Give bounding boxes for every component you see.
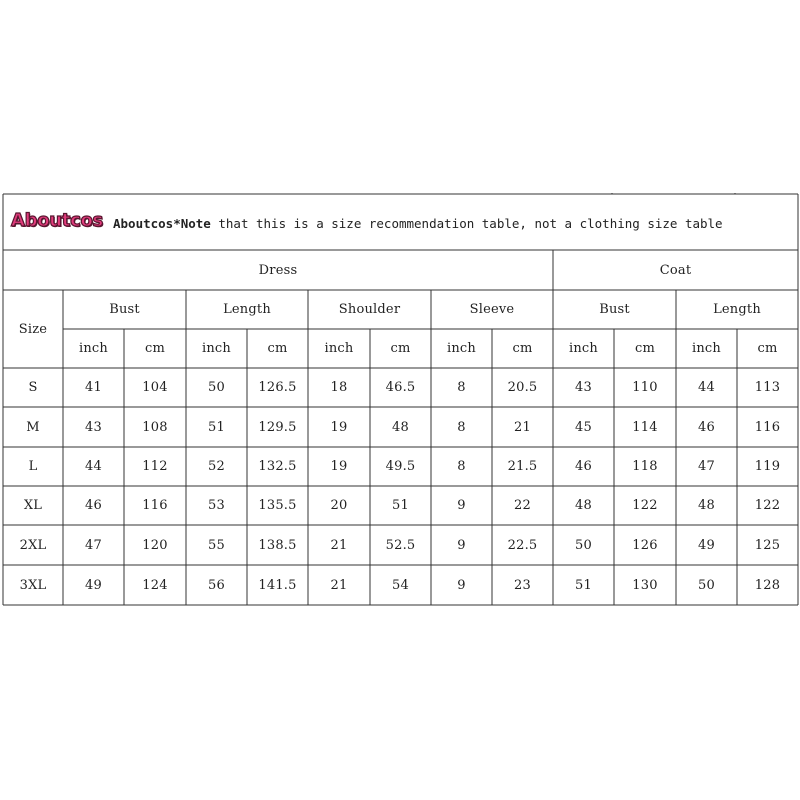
value-cell: 125 (754, 537, 781, 553)
size-note (113, 216, 723, 231)
size-cell: 3XL (19, 577, 47, 593)
value-cell: 21 (330, 537, 348, 553)
value-cell: 120 (142, 537, 168, 553)
unit-header-cm: cm (512, 341, 533, 356)
unit-header-cm: cm (144, 341, 165, 356)
size-cell: 2XL (19, 537, 47, 553)
value-cell: 51 (575, 577, 592, 593)
size-cell: XL (23, 498, 43, 513)
value-cell: 20.5 (507, 380, 538, 395)
value-cell: 138.5 (258, 537, 297, 553)
value-cell: 53 (208, 498, 225, 513)
value-cell: 50 (575, 537, 592, 553)
value-cell: 19 (330, 459, 348, 474)
size-note-body: that this is a size recommendation table, not a clothing size table (210, 216, 723, 231)
value-cell: 45 (575, 419, 592, 435)
value-cell: 22.5 (507, 537, 538, 553)
brand-logo: Aboutcos (11, 209, 103, 231)
value-cell: 41 (85, 380, 102, 395)
value-cell: 56 (208, 577, 225, 593)
unit-header-inch: inch (324, 341, 354, 356)
unit-header-inch: inch (447, 341, 476, 356)
unit-header-cm: cm (634, 341, 655, 356)
value-cell: 8 (457, 419, 466, 435)
value-cell: 132.5 (258, 459, 297, 474)
value-cell: 51 (392, 498, 409, 513)
value-cell: 124 (142, 577, 168, 593)
value-cell: 119 (754, 459, 781, 474)
value-cell: 21.5 (507, 459, 538, 474)
value-cell: 129.5 (258, 419, 297, 435)
value-cell: 55 (208, 537, 225, 553)
value-cell: 20 (330, 498, 348, 513)
value-cell: 47 (698, 459, 715, 474)
value-cell: 9 (457, 537, 466, 553)
unit-header-inch: inch (202, 341, 231, 356)
value-cell: 9 (457, 498, 466, 513)
value-cell: 47 (85, 537, 102, 553)
table-header-note-row (3, 194, 798, 250)
value-cell: 52.5 (385, 537, 416, 553)
measure-header-coat-length: Length (713, 302, 761, 317)
value-cell: 21 (514, 419, 531, 435)
group-header-coat: Coat (659, 262, 692, 278)
value-cell: 118 (632, 459, 658, 474)
measure-header-coat-bust: Bust (599, 302, 630, 317)
value-cell: 51 (208, 419, 225, 435)
value-cell: 44 (85, 459, 102, 474)
value-cell: 52 (208, 459, 225, 474)
value-cell: 128 (754, 577, 781, 593)
unit-header-inch: inch (79, 341, 108, 356)
value-cell: 46 (85, 498, 102, 513)
value-cell: 8 (457, 459, 466, 474)
unit-header-cm: cm (757, 341, 778, 356)
measure-header-dress-length: Length (223, 302, 271, 317)
value-cell: 116 (142, 498, 168, 513)
value-cell: 54 (392, 577, 409, 593)
measure-header-dress-shoulder: Shoulder (338, 302, 401, 317)
size-cell: M (26, 419, 40, 435)
value-cell: 43 (575, 380, 592, 395)
value-cell: 49.5 (385, 459, 416, 474)
size-cell: L (28, 459, 38, 474)
value-cell: 122 (754, 498, 781, 513)
value-cell: 122 (632, 498, 658, 513)
size-table (0, 193, 800, 606)
value-cell: 23 (514, 577, 531, 593)
value-cell: 114 (632, 419, 658, 435)
value-cell: 50 (208, 380, 225, 395)
value-cell: 112 (142, 459, 168, 474)
value-cell: 19 (330, 419, 348, 435)
value-cell: 21 (330, 577, 348, 593)
value-cell: 126 (632, 537, 658, 553)
value-cell: 22 (514, 498, 531, 513)
unit-header-inch: inch (569, 341, 598, 356)
unit-header-cm: cm (267, 341, 288, 356)
value-cell: 18 (330, 380, 348, 395)
measure-header-dress-sleeve: Sleeve (469, 302, 515, 317)
value-cell: 49 (85, 577, 102, 593)
value-cell: 113 (754, 380, 781, 395)
value-cell: 50 (698, 577, 715, 593)
value-cell: 43 (85, 419, 102, 435)
value-cell: 46 (698, 419, 715, 435)
value-cell: 49 (698, 537, 715, 553)
value-cell: 130 (632, 577, 658, 593)
value-cell: 135.5 (258, 498, 297, 513)
value-cell: 48 (392, 419, 409, 435)
value-cell: 46 (575, 459, 592, 474)
size-note-lead: Aboutcos*Note (113, 216, 211, 231)
value-cell: 46.5 (385, 380, 416, 395)
measure-header-dress-bust: Bust (109, 302, 140, 317)
unit-header-cm: cm (390, 341, 411, 356)
value-cell: 9 (457, 577, 466, 593)
value-cell: 44 (698, 380, 715, 395)
value-cell: 141.5 (258, 577, 297, 593)
group-header-dress: Dress (258, 262, 298, 278)
value-cell: 8 (457, 380, 466, 395)
value-cell: 110 (632, 380, 658, 395)
value-cell: 126.5 (258, 380, 297, 395)
size-column-header: Size (18, 321, 48, 337)
value-cell: 108 (142, 419, 168, 435)
value-cell: 104 (142, 380, 168, 395)
value-cell: 48 (575, 498, 592, 513)
unit-header-inch: inch (692, 341, 721, 356)
value-cell: 48 (698, 498, 715, 513)
value-cell: 116 (754, 419, 781, 435)
size-cell: S (28, 380, 38, 395)
